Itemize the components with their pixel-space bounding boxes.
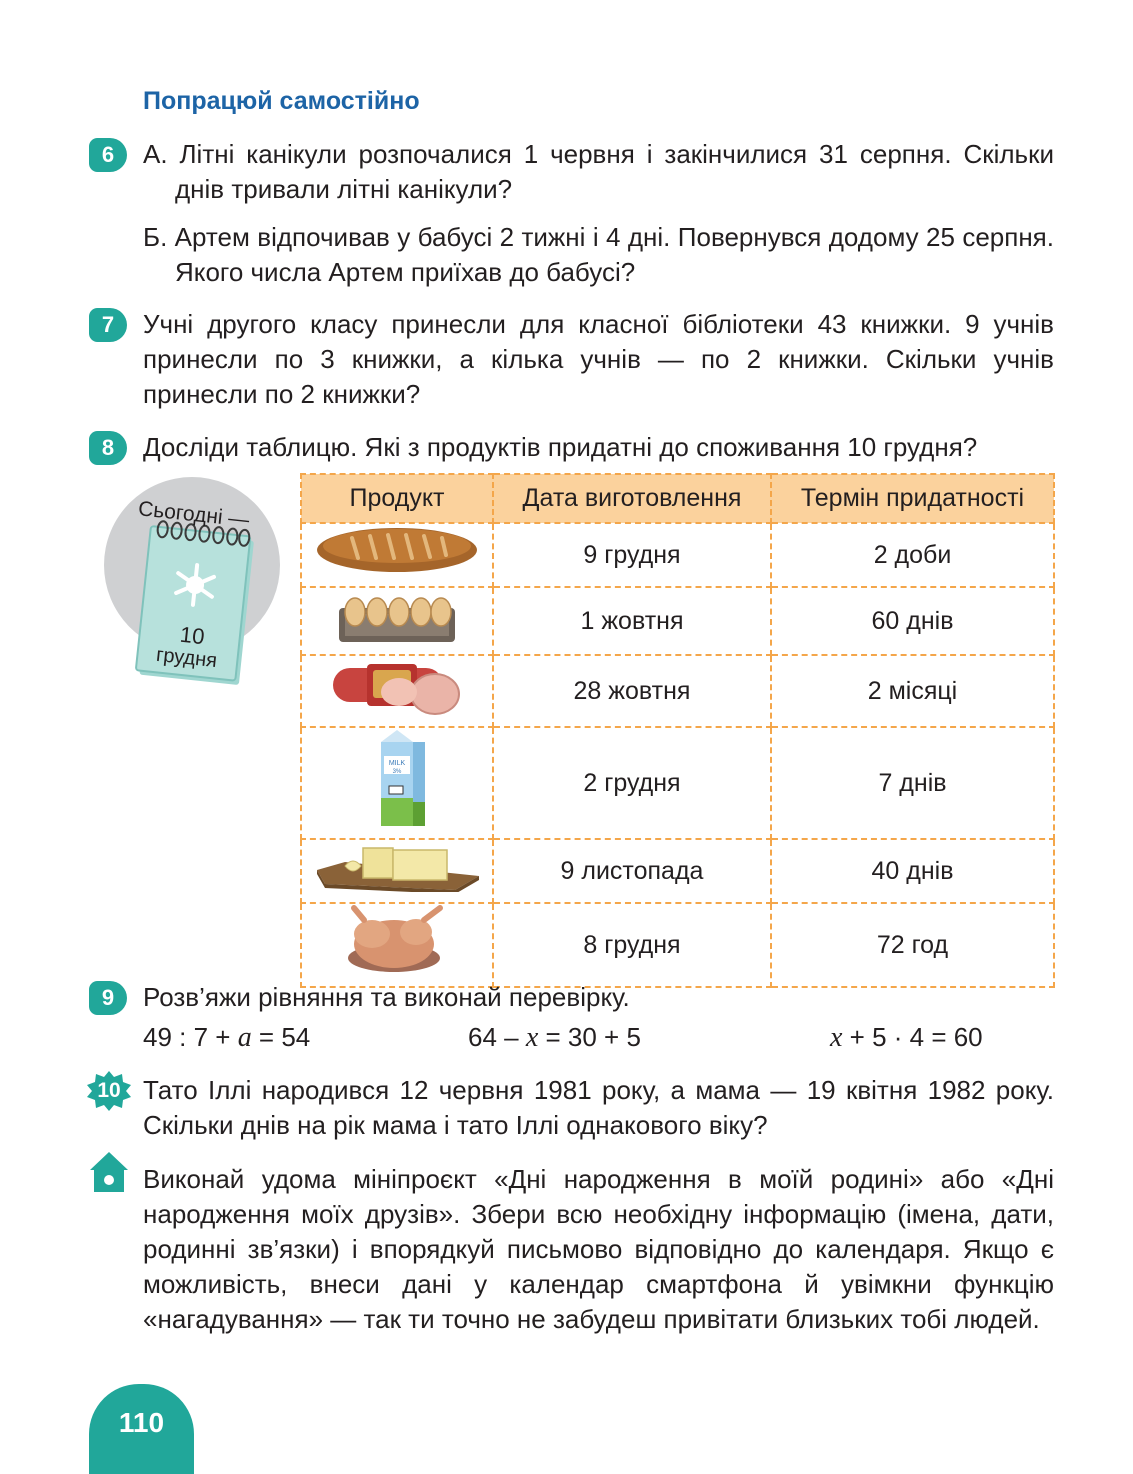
eggs-icon bbox=[337, 588, 457, 644]
date-cell: 9 листопада bbox=[493, 839, 771, 903]
table-row bbox=[301, 903, 1054, 987]
table-row bbox=[301, 839, 1054, 903]
task-10-text: Тато Іллі народився 12 червня 1981 року, а мама — 19 квітня 1982 року. Скільки днів на рік мама і тато Іллі однакового віку? bbox=[143, 1075, 1054, 1140]
task-8-text: Досліди таблицю. Які з продуктів придатні до споживання 10 грудня? bbox=[143, 432, 978, 462]
butter-image bbox=[301, 839, 493, 903]
homework-text: Виконай удома мініпроєкт «Дні народження в моїй родині» або «Дні народження моїх друзів». Збери всю необхідну інформацію (імена, дати, родинні зв’язки) і впорядкуй письмово відповідно до календаря. Якщо є можливість, внеси дані у календар смартфона й увімкни функцію «нагадування» — так ти точно не забудеш привітати близьких тобі людей. bbox=[143, 1164, 1054, 1334]
date-cell: 2 грудня bbox=[493, 727, 771, 839]
calendar-caption: Сьогодні — bbox=[137, 497, 251, 532]
eggs-image bbox=[301, 587, 493, 655]
page-number: 110 bbox=[89, 1384, 194, 1474]
task-9-text: Розв’яжи рівняння та виконай перевірку. bbox=[143, 982, 630, 1012]
date-cell: 1 жовтня bbox=[493, 587, 771, 655]
milk-carton-icon bbox=[367, 728, 427, 828]
svg-text:3%: 3% bbox=[392, 769, 402, 775]
section-heading: Попрацюй самостійно bbox=[143, 87, 420, 115]
sausage-icon bbox=[327, 656, 467, 716]
chicken-image bbox=[301, 903, 493, 987]
term-cell: 40 днів bbox=[771, 839, 1054, 903]
date-cell: 9 грудня bbox=[493, 523, 771, 587]
term-cell: 2 місяці bbox=[771, 655, 1054, 727]
task-number-8: 8 bbox=[89, 431, 127, 465]
bread-image bbox=[301, 523, 493, 587]
date-cell: 28 жовтня bbox=[493, 655, 771, 727]
home-icon bbox=[88, 1150, 130, 1194]
table-header-row bbox=[301, 474, 1054, 523]
task-6b-text: Б. Артем відпочивав у бабусі 2 тижні і 4 дні. Повернувся додому 25 серпня. Якого числа Артем приїхав до бабусі? bbox=[143, 222, 1054, 287]
task-number-9: 9 bbox=[89, 981, 127, 1015]
bread-icon bbox=[312, 524, 482, 576]
products-table bbox=[300, 473, 1055, 988]
date-cell: 8 грудня bbox=[493, 903, 771, 987]
calendar-illustration bbox=[100, 475, 290, 695]
term-cell: 60 днів bbox=[771, 587, 1054, 655]
butter-icon bbox=[315, 840, 479, 892]
svg-text:MILK: MILK bbox=[388, 760, 406, 767]
table-row bbox=[301, 587, 1054, 655]
task-6a-text: А. Літні канікули розпочалися 1 червня і закінчилися 31 серпня. Скільки днів тривали літні канікули? bbox=[143, 139, 1054, 204]
task-number-6: 6 bbox=[89, 138, 127, 172]
term-cell: 7 днів bbox=[771, 727, 1054, 839]
task-number-10: 10 bbox=[87, 1071, 131, 1111]
calendar-day: 10 bbox=[178, 621, 206, 650]
chicken-icon bbox=[342, 904, 452, 976]
table-row bbox=[301, 655, 1054, 727]
header-production-date: Дата виготовлення bbox=[493, 474, 771, 523]
term-cell: 2 доби bbox=[771, 523, 1054, 587]
task-number-7: 7 bbox=[89, 308, 127, 342]
header-shelf-life: Термін придатності bbox=[771, 474, 1054, 523]
task-7-text: Учні другого класу принесли для класної бібліотеки 43 книжки. 9 учнів принесли по 3 книжки, а кілька учнів — по 2 книжки. Скільки учнів принесли по 2 книжки? bbox=[143, 309, 1054, 409]
equation-1: 49 : 7 + a = 54 bbox=[143, 1022, 311, 1053]
equation-3: x + 5 · 4 = 60 bbox=[830, 1022, 983, 1053]
calendar-month: грудня bbox=[155, 643, 219, 673]
header-product: Продукт bbox=[301, 474, 493, 523]
sausage-image bbox=[301, 655, 493, 727]
term-cell: 72 год bbox=[771, 903, 1054, 987]
milk-image bbox=[301, 727, 493, 839]
table-row bbox=[301, 727, 1054, 839]
table-row bbox=[301, 523, 1054, 587]
equation-2: 64 – x = 30 + 5 bbox=[468, 1022, 641, 1053]
